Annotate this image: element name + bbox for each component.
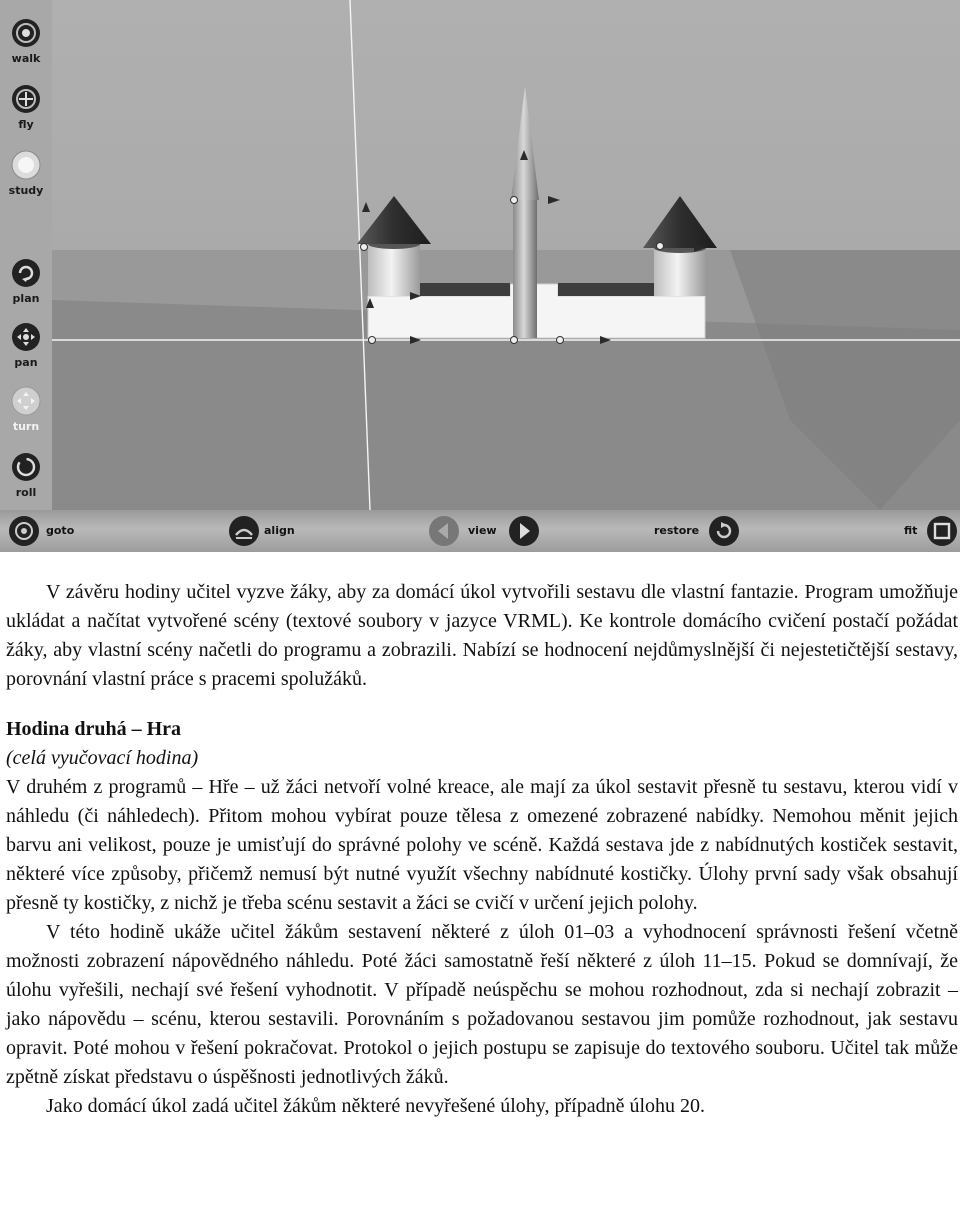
viewer-toolbar bbox=[0, 510, 960, 552]
paragraph-lesson-plan: V této hodině ukáže učitel žákům sestavení některé z úloh 01–03 a vyhodnocení správnosti řešení včetně možnosti zobrazení nápovědného náhledu. Poté žáci samostatně řeší některé z úloh 11–15. Pokud se domnívají, že úlohu vyřešili, nechají své řešení vyhodnotit. V případě neúspěchu se mohou rozhodnout, zda si nechají zobrazit – jako nápovědu – scénu, kterou sestavili. Porovnáním s požadovanou sestavou jim pomůže rozhodnout, jak sestavu opravit. Poté mohou v řešení pokračovat. Protokol o jejich postupu se zapisuje do textového souboru. Učitel tak může zpětně získat představu o úspěšnosti jednotlivých žáků. bbox=[6, 921, 958, 1088]
restore-icon bbox=[708, 515, 740, 547]
study-icon bbox=[11, 150, 41, 180]
central-spire bbox=[513, 200, 537, 338]
section-heading: Hodina druhá – Hra bbox=[6, 718, 182, 740]
turn-icon bbox=[11, 386, 41, 416]
study-button[interactable]: study bbox=[4, 146, 48, 208]
right-tower bbox=[654, 248, 706, 296]
walk-button[interactable]: walk bbox=[4, 14, 48, 76]
roll-icon bbox=[11, 452, 41, 482]
navigation-mode-bar bbox=[0, 0, 52, 510]
fly-icon bbox=[11, 84, 41, 114]
fit-icon bbox=[926, 515, 958, 547]
restore-button[interactable]: restore bbox=[654, 514, 744, 548]
paragraph-game-description: V druhém z programů – Hře – už žáci netvoří volné kreace, ale mají za úkol sestavit přesně tu sestavu, kterou vidí v náhledu (či náhledech). Přitom mohou vybírat pouze tělesa z omezené zobrazené nabídky. Nemohou měnit jejich barvu ani velikost, pouze je umisťují do správné polohy ve scéně. Každá sestava jde z nabídnutých kostiček sestavit, některé více způsoby, přičemž nemusí být nutné využít všechny nabídnuté kostičky. Úlohy první sady však obsahují přesně ty kostičky, z nichž je třeba scénu sestavit a žáci se cvičí v určení jejich polohy. bbox=[6, 776, 958, 914]
next-view-icon[interactable] bbox=[508, 515, 540, 547]
previous-view-icon[interactable] bbox=[428, 515, 460, 547]
goto-button[interactable]: goto bbox=[8, 514, 88, 548]
pan-icon bbox=[11, 322, 41, 352]
paragraph-conclusion: V závěru hodiny učitel vyzve žáky, aby za domácí úkol vytvořili sestavu dle vlastní fantazie. Program umožňuje ukládat a načítat vytvořené scény (textové soubory v jazyce VRML). Ke kontrole domácího cvičení postačí požádat žáky, aby vlastní scény načetli do programu a zobrazili. Nabízí se hodnocení nejdůmyslnější či nejestetičtější sestavy, porovnání vlastní práce s pracemi spolužáků. bbox=[6, 581, 958, 690]
roll-button[interactable]: roll bbox=[4, 448, 48, 510]
goto-icon bbox=[8, 515, 40, 547]
view-control: view bbox=[428, 514, 540, 548]
scene-canvas[interactable] bbox=[0, 0, 960, 552]
pan-button[interactable]: pan bbox=[4, 318, 48, 380]
turn-button[interactable]: turn bbox=[4, 382, 48, 444]
plan-button[interactable]: plan bbox=[4, 254, 48, 316]
align-button[interactable]: align bbox=[228, 514, 308, 548]
walk-icon bbox=[11, 18, 41, 48]
left-tower bbox=[368, 244, 420, 296]
align-icon bbox=[228, 515, 260, 547]
paragraph-homework: Jako domácí úkol zadá učitel žákům některé nevyřešené úlohy, případně úlohu 20. bbox=[46, 1095, 706, 1117]
document-body bbox=[6, 578, 958, 1121]
plan-icon bbox=[11, 258, 41, 288]
section-subheading: (celá vyučovací hodina) bbox=[6, 747, 199, 769]
fit-button[interactable]: fit bbox=[904, 514, 960, 548]
fly-button[interactable]: fly bbox=[4, 80, 48, 142]
vrml-viewer[interactable] bbox=[0, 0, 960, 552]
